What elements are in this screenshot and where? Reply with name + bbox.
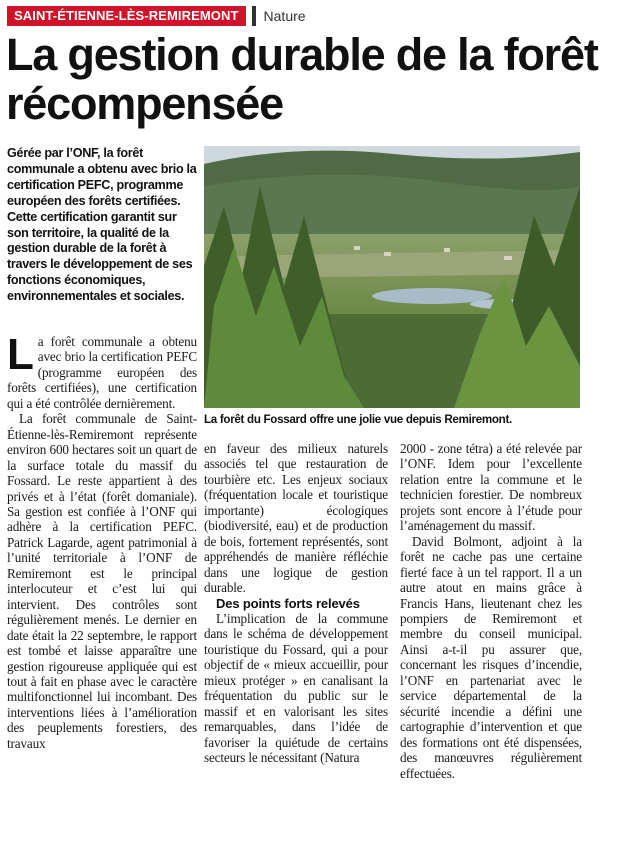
section-marker: [252, 6, 256, 26]
body-column-3: [400, 441, 582, 781]
body-paragraph: David Bolmont, adjoint à la forêt ne cache pas une certaine fierté face à un tel rapport. Il a un autre atout en mains grâce à Francis Hans, lieutenant chez les pompiers de Remiremont et membre du conseil municipal. Ainsi a-t-il pu assurer que, concernant les risques d’incendie, l’ONF en partenariat avec le service départemental de la sécurité incendie a défini une cartographie d’intervention et que des formations ont été dispensées, des manœuvres régulièrement effectuées.: [400, 533, 582, 781]
subheading: Des points forts relevés: [216, 595, 360, 611]
body-paragraph: 2000 - zone tétra) a été relevée par l’ONF. Idem pour l’excellente relation entre la commune et le technicien forestier. De nombreux projets sont encore à l’étude pour l’aménagement du massif.: [400, 441, 582, 534]
drop-cap: L: [7, 330, 34, 379]
headline: La gestion durable de la forêt récompensée: [6, 29, 598, 129]
body-paragraph: La forêt communale de Saint-Étienne-lès-Remiremont représente environ 600 hectares soit un quart de la surface totale du massif du Fossard. Le reste appartient à des privés et à l’état (forêt domaniale). Sa gestion est confiée à l’ONF qui adhère à la certification PEFC. Patrick Lagarde, agent patrimonial à l’unité territoriale à l’ONF de Remiremont est le principal interlocuteur et c’est lui qui intervient. Des contrôles sont régulièrement menés. Le dernier en date était la 22 septembre, le rapport est tombé et laisse apparaître une gestion rigoureuse appliquée qui est tout à fait en phase avec le caractère multifonctionnel lui incombant. Des interventions liées à l’amélioration des peuplements forestiers, des travaux: [7, 411, 197, 751]
lead-paragraph: Gérée par l’ONF, la forêt communale a obtenu avec brio la certification PEFC, programme européen des forêts certifiées. Cette certification garantit sur son territoire, la qualité de la gestion durable de la forêt à travers le développement de ses fonctions économiques, environnementales et sociales.: [7, 146, 197, 304]
body-paragraph: La forêt communale a obtenu avec brio la certification PEFC (programme européen des forêts certifiées), une certification qui a été contrôlée dernièrement.: [7, 330, 197, 411]
kicker: [7, 6, 306, 26]
body-paragraph: en faveur des milieux naturels associés tel que restauration de tourbière etc. Les enjeux sociaux (fréquentation locale et touristique importante) écologiques (biodiversité, eau) et de production de bois, fortement représentés, sont appréhendés de manière réfléchie dans une logique de gestion durable.: [204, 441, 388, 596]
photo-caption: La forêt du Fossard offre une jolie vue depuis Remiremont.: [204, 413, 512, 426]
location-label: SAINT-ÉTIENNE-LÈS-REMIREMONT: [7, 6, 246, 26]
article-photo: [204, 146, 580, 408]
section-label: Nature: [263, 8, 306, 24]
body-paragraph: L’implication de la commune dans le schéma de développement touristique du Fossard, qui a pour objectif de « mieux accueillir, pour mieux protéger » en canalisant la fréquentation du public sur le massif et en valorisant les sites remarquables, dans l’idée de favoriser la quiétude de certains secteurs le nécessitant (Natura: [204, 610, 388, 766]
body-column-2: [204, 441, 388, 766]
body-column-1: [7, 330, 197, 751]
